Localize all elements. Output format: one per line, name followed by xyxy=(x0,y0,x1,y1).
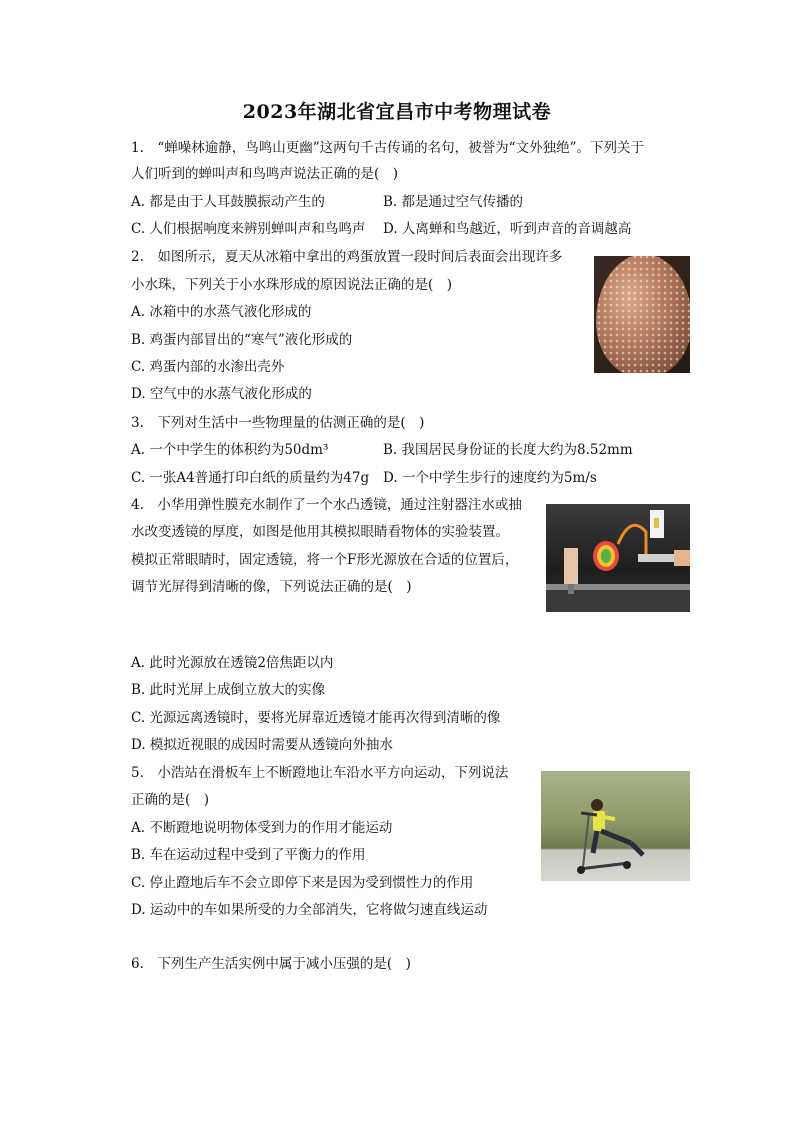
lens-experiment-photo xyxy=(546,504,690,612)
egg-photo xyxy=(594,256,690,373)
q3-option-b[interactable]: B. 我国居民身份证的长度大约为8.52mm xyxy=(383,442,633,458)
lens-apparatus-illustration xyxy=(546,504,690,612)
q2-option-a[interactable]: A. 冰箱中的水蒸气液化形成的 xyxy=(131,304,312,320)
q5-stem-line1: 5. 小浩站在滑板车上不断蹬地让车沿水平方向运动，下列说法 xyxy=(131,765,509,781)
q2-option-b[interactable]: B. 鸡蛋内部冒出的“寒气”液化形成的 xyxy=(131,332,353,348)
q3-option-a[interactable]: A. 一个中学生的体积约为50dm³ xyxy=(131,442,329,458)
egg-shape xyxy=(596,256,690,373)
scooter-photo xyxy=(541,771,690,881)
q4-stem-line1: 4. 小华用弹性膜充水制作了一个水凸透镜，通过注射器注水或抽 xyxy=(131,497,522,513)
q4-stem-line4: 调节光屏得到清晰的像，下列说法正确的是( ) xyxy=(131,579,412,595)
q1-stem-line2: 人们听到的蝉叫声和鸟鸣声说法正确的是( ) xyxy=(131,166,399,182)
q1-stem-line1: 1. “蝉噪林逾静，鸟鸣山更幽”这两句千古传诵的名句，被誉为“文外独绝”。下列关于 xyxy=(131,140,644,156)
q2-option-d[interactable]: D. 空气中的水蒸气液化形成的 xyxy=(131,386,312,402)
q1-option-b[interactable]: B. 都是通过空气传播的 xyxy=(383,194,524,210)
q2-stem-line1: 2. 如图所示，夏天从冰箱中拿出的鸡蛋放置一段时间后表面会出现许多 xyxy=(131,249,563,265)
q5-option-d[interactable]: D. 运动中的车如果所受的力全部消失，它将做匀速直线运动 xyxy=(131,902,488,918)
q4-stem-line3: 模拟正常眼睛时，固定透镜，将一个F形光源放在合适的位置后， xyxy=(131,552,519,568)
q3-option-d[interactable]: D. 一个中学生步行的速度约为5m/s xyxy=(383,470,597,486)
q1-option-d[interactable]: D. 人离蝉和鸟越近，听到声音的音调越高 xyxy=(383,221,632,237)
q5-option-c[interactable]: C. 停止蹬地后车不会立即停下来是因为受到惯性力的作用 xyxy=(131,875,474,891)
q1-option-c[interactable]: C. 人们根据响度来辨别蝉叫声和鸟鸣声 xyxy=(131,221,366,237)
q3-stem: 3. 下列对生活中一些物理量的估测正确的是( ) xyxy=(131,415,425,431)
q5-option-b[interactable]: B. 车在运动过程中受到了平衡力的作用 xyxy=(131,847,366,863)
q5-option-a[interactable]: A. 不断蹬地说明物体受到力的作用才能运动 xyxy=(131,820,393,836)
water-droplets xyxy=(596,256,690,373)
q4-option-b[interactable]: B. 此时光屏上成倒立放大的实像 xyxy=(131,682,326,698)
q2-stem-line2: 小水珠，下列关于小水珠形成的原因说法正确的是( ) xyxy=(131,277,453,293)
q4-option-a[interactable]: A. 此时光源放在透镜2倍焦距以内 xyxy=(131,655,334,671)
q4-option-d[interactable]: D. 模拟近视眼的成因时需要从透镜向外抽水 xyxy=(131,737,393,753)
q4-option-c[interactable]: C. 光源远离透镜时，要将光屏靠近透镜才能再次得到清晰的像 xyxy=(131,710,501,726)
q4-stem-line2: 水改变透镜的厚度，如图是他用其模拟眼睛看物体的实验装置。 xyxy=(131,524,509,540)
q5-stem-line2: 正确的是( ) xyxy=(131,792,210,808)
q2-option-c[interactable]: C. 鸡蛋内部的水渗出壳外 xyxy=(131,359,285,375)
scooter-rider-illustration xyxy=(541,771,690,881)
q1-option-a[interactable]: A. 都是由于人耳鼓膜振动产生的 xyxy=(131,194,325,210)
page-title: 2023年湖北省宜昌市中考物理试卷 xyxy=(242,101,552,123)
q6-stem: 6. 下列生产生活实例中属于减小压强的是( ) xyxy=(131,956,411,972)
q3-option-c[interactable]: C. 一张A4普通打印白纸的质量约为47g xyxy=(131,470,370,486)
